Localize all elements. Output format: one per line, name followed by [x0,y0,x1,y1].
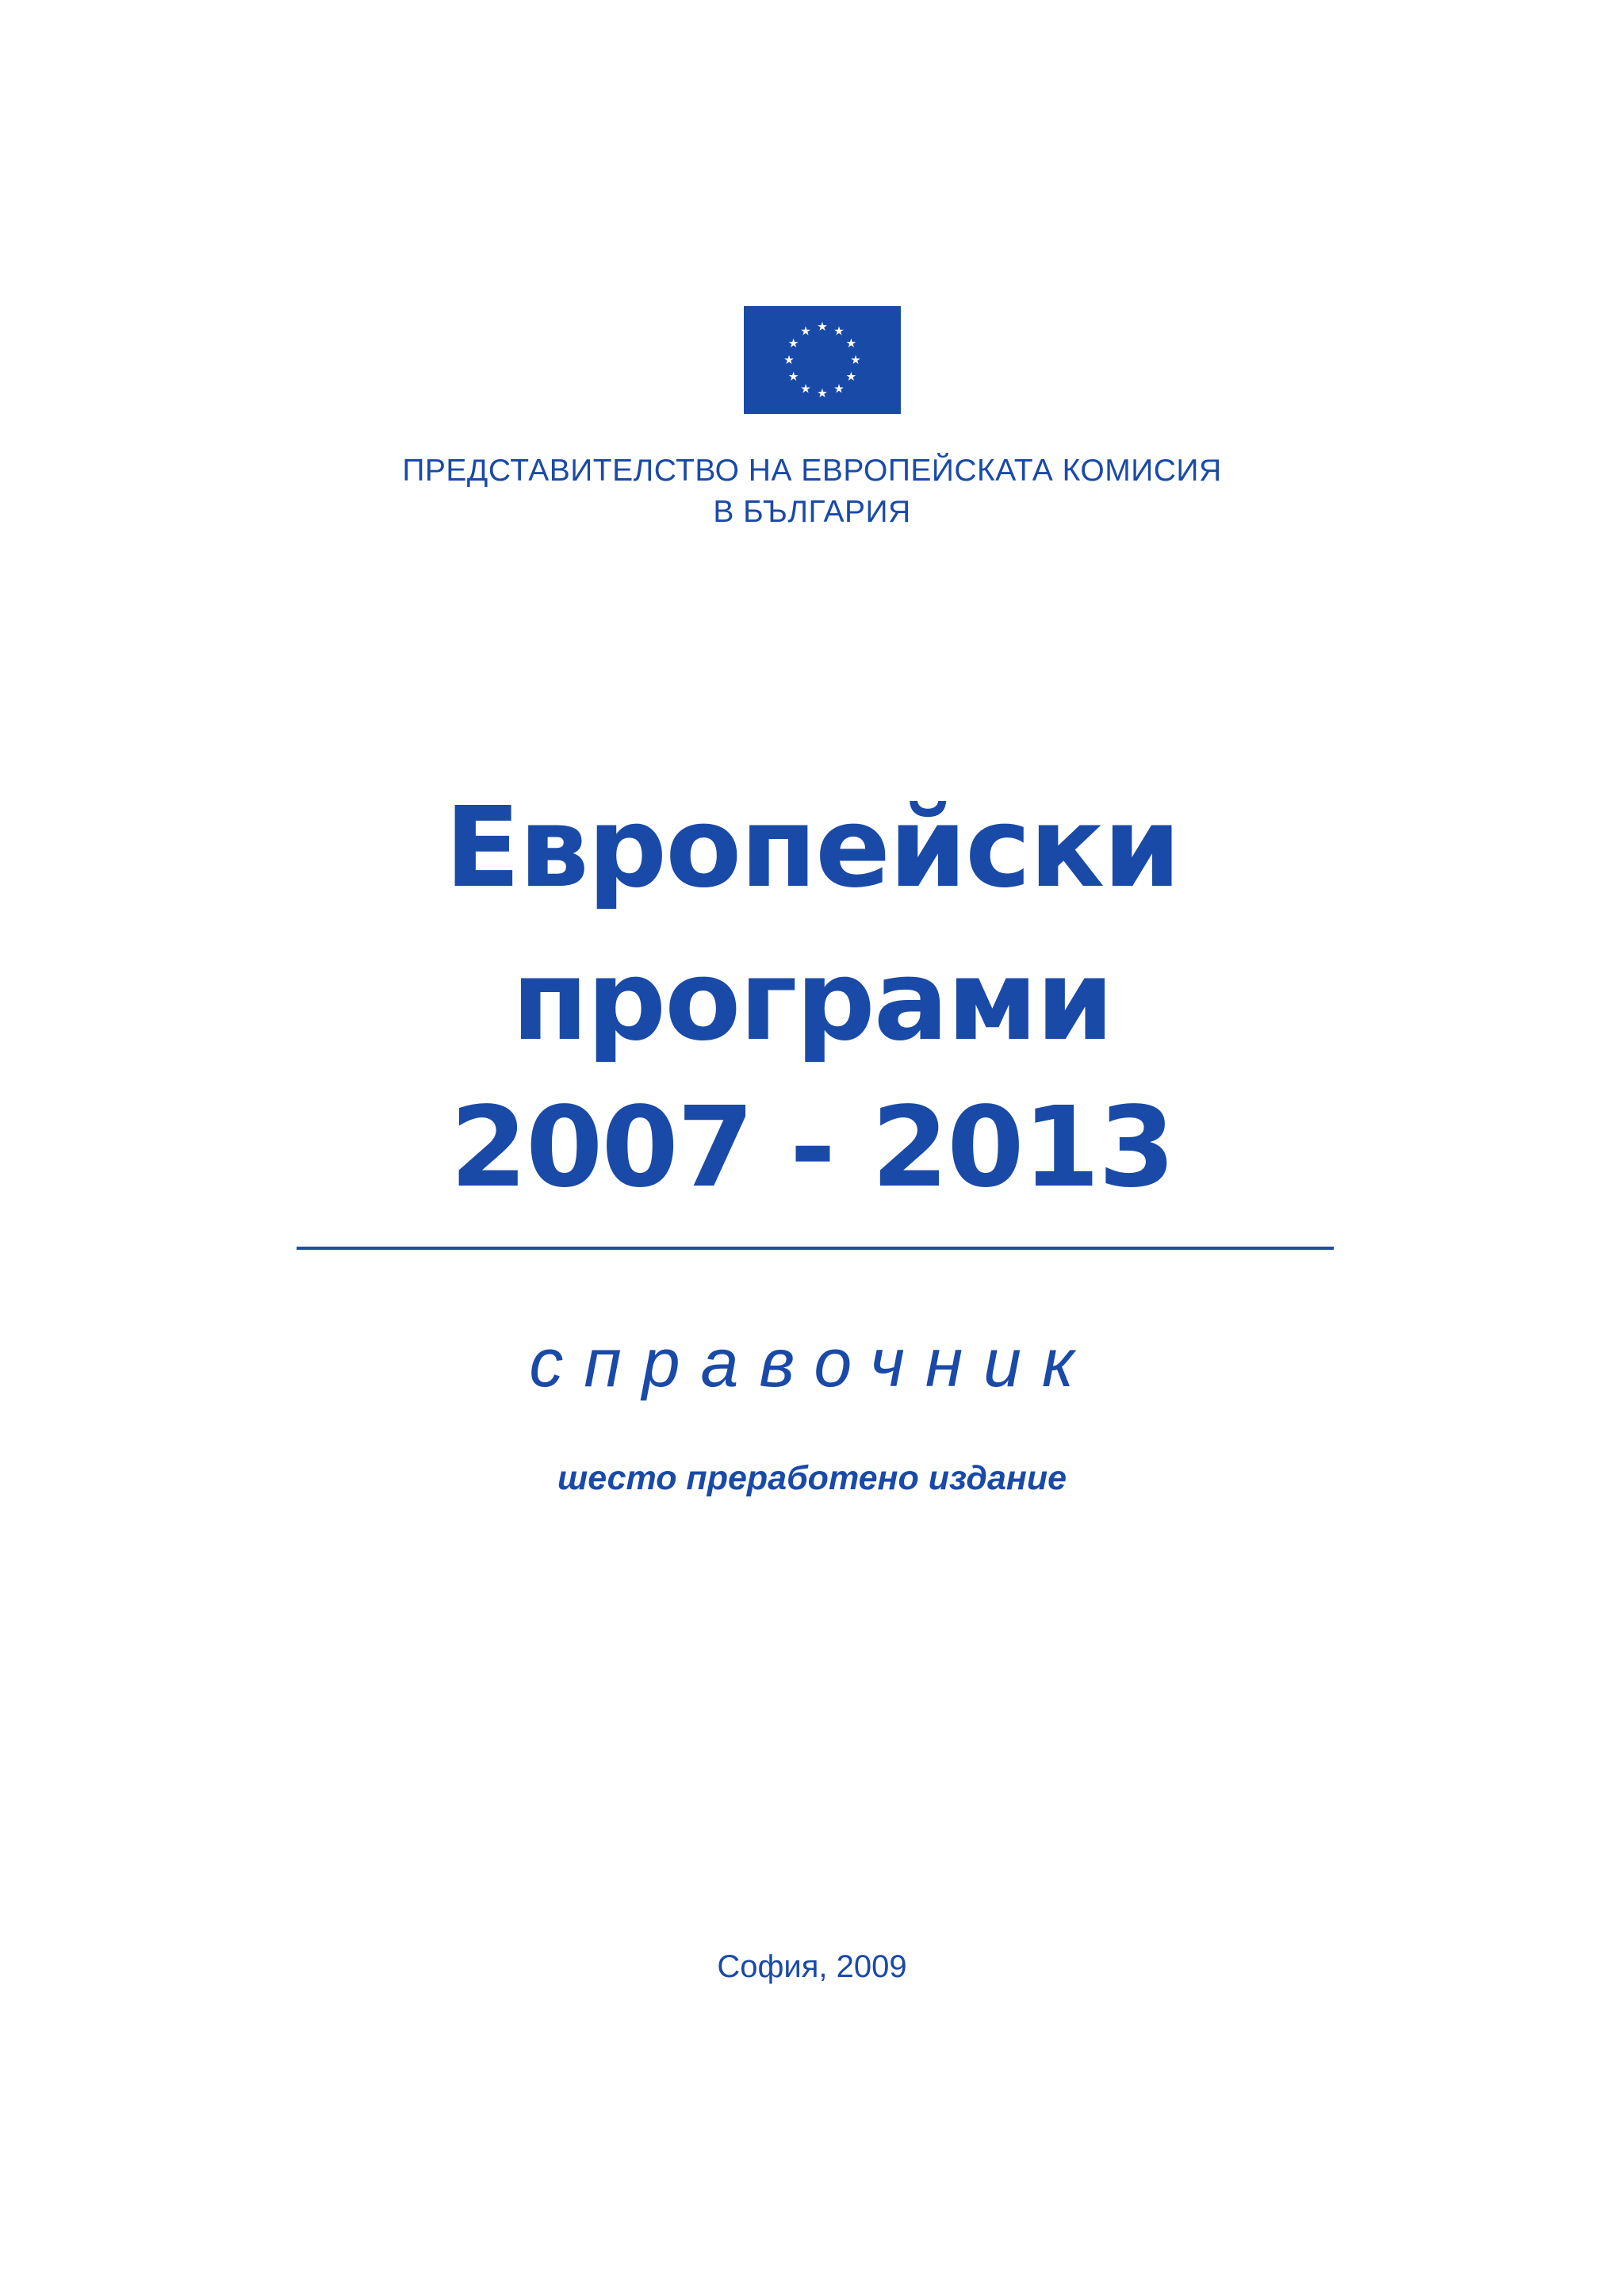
title-line-2: програми [511,937,1113,1066]
organization-line-2: В БЪЛГАРИЯ [713,495,911,529]
divider-rule [297,1247,1334,1250]
subtitle: справочник [529,1325,1095,1401]
title-line-1: Европейски [444,784,1180,913]
eu-flag-icon [744,306,901,414]
eu-flag-stars [744,306,901,414]
title-line-3: 2007 - 2013 [450,1083,1174,1213]
organization-line-1: ПРЕДСТАВИТЕЛСТВО НА ЕВРОПЕЙСКАТА КОМИСИЯ [402,454,1222,488]
edition-note: шесто преработено издание [557,1459,1067,1497]
imprint-place-year: София, 2009 [717,1949,907,1984]
